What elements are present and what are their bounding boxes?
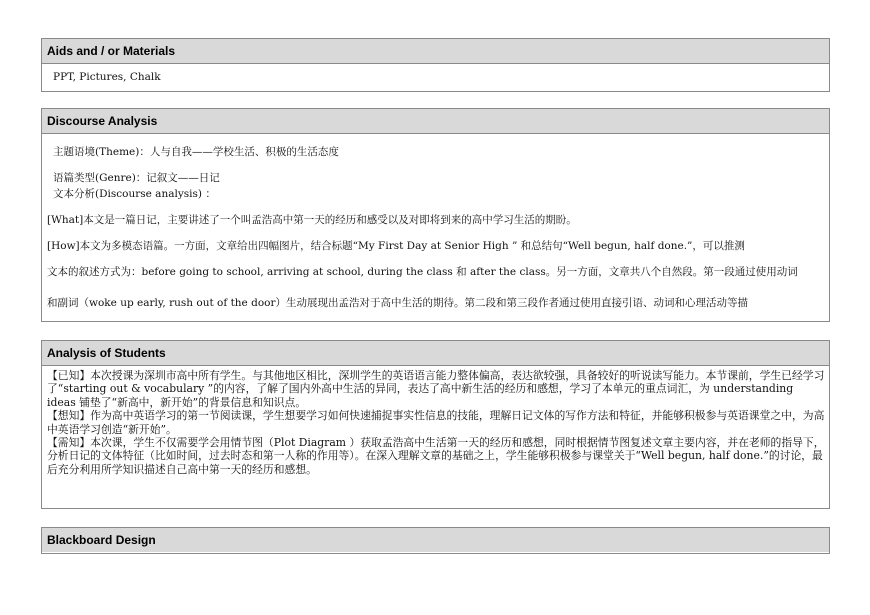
discourse-how-3: 和副词（woke up early, rush out of the door）生动展现出孟浩对于高中生活的期待。第二段和第三段作者通过使用直接引语、动词和心理活动等描 [47,297,748,309]
blackboard-heading: Blackboard Design [42,528,829,552]
students-heading: Analysis of Students [42,341,829,366]
materials-content: PPT, Pictures, Chalk [53,71,161,83]
students-want: 【想知】作为高中英语学习的第一节阅读课，学生想要学习如何快速捕捉事实性信息的技能，理解日记文体的写作方法和特征，并能够积极参与英语课堂之中，为高中英语学习创造“新开始”。 [47,409,825,436]
students-known: 【已知】本次授课为深圳市高中所有学生。与其他地区相比，深圳学生的英语语言能力整体偏高，表达欲较强，具备较好的听说读写能力。本节课前，学生已经学习了“starting out & vocabulary ”的内容，了解了国内外高中生活的异同，表达了高中新生活的经历和感想，学习了本单元的重点词汇，为 understanding ideas 铺垫了“新高中，新开始”的背景信息和知识点。 [47,369,825,409]
discourse-theme: 主题语境(Theme)：人与自我——学校生活、积极的生活态度 [53,146,339,158]
students-section [41,340,830,509]
discourse-what: [What]本文是一篇日记，主要讲述了一个叫孟浩高中第一天的经历和感受以及对即将到来的高中学习生活的期盼。 [47,214,577,226]
materials-section [41,38,830,92]
materials-heading: Aids and / or Materials [42,39,829,64]
discourse-genre: 语篇类型(Genre)：记叙文——日记 [53,172,220,184]
discourse-heading: Discourse Analysis [42,109,829,134]
discourse-how-1: [How]本文为多模态语篇。一方面，文章给出四幅图片，结合标题“My First Day at Senior High ” 和总结句“Well begun, half done.”，可以推测 [47,240,745,252]
blackboard-section [41,527,830,554]
discourse-analysis-label: 文本分析(Discourse analysis) ： [53,188,216,200]
students-need: 【需知】本次课，学生不仅需要学会用情节图（Plot Diagram ）获取孟浩高中生活第一天的经历和感想，同时根据情节图复述文章主要内容，并在老师的指导下，分析日记的文体特征（比如时间，过去时态和第一人称的作用等）。在深入理解文章的基础之上，学生能够积极参与课堂关于“Well begun, half done.”的讨论，最后充分利用所学知识描述自己高中第一天的经历和感想。 [47,436,825,476]
discourse-section [41,108,830,322]
discourse-how-2: 文本的叙述方式为：before going to school, arriving at school, during the class 和 after the class。另一方面，文章共八个自然段。第一段通过使用动词 [47,266,798,278]
